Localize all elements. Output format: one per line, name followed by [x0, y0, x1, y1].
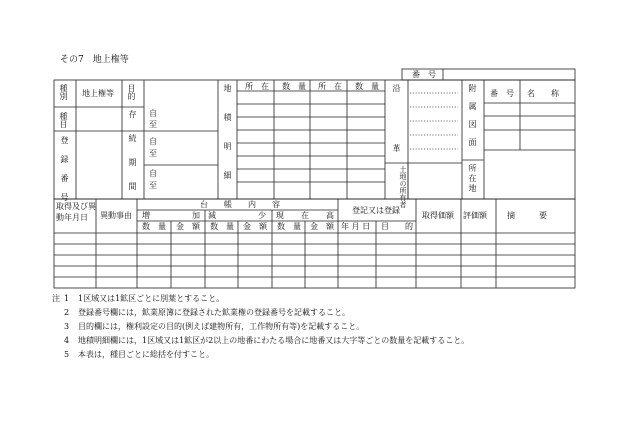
hyoka-gaku-label: 評価額 — [463, 211, 487, 220]
suryo-a: 数 量 — [142, 222, 166, 231]
chijoken-label: 地上権等 — [82, 89, 114, 98]
suryo-c: 数 量 — [277, 222, 301, 231]
meisho-label: 名 称 — [527, 89, 559, 98]
ka-label: 加 — [192, 211, 200, 220]
tekiyo-label: 摘 要 — [507, 211, 547, 220]
ido-jiyu-label: 異動事由 — [100, 211, 132, 220]
nengappi-label: 年 月 日 — [341, 222, 371, 231]
ji-3: 自 — [149, 169, 157, 178]
shutoku-label: 取得及び異動年月日 — [56, 202, 96, 222]
suryo-1: 数 量 — [282, 82, 306, 91]
toroku-bango-label: 登録番号 — [60, 136, 69, 212]
note-item: 3 目的欄には，権利設定の目的(例えば建物所有，工作物所有等)を記載すること。 — [64, 322, 365, 331]
kingaku-b: 金 額 — [243, 222, 267, 231]
itaru-1: 至 — [149, 120, 157, 129]
document-title: その7 地上権等 — [60, 55, 129, 65]
ji-1: 自 — [149, 109, 157, 118]
bango-label: 番 号 — [412, 70, 436, 79]
fuzoku-zumen-label: 附属図面 — [468, 84, 477, 156]
shozai-2: 所 在 — [318, 82, 342, 91]
suryo-2: 数 量 — [355, 82, 379, 91]
note-label: 注 — [52, 294, 60, 303]
note-item: 注 1 1区域又は1鉱区ごとに別葉とすること。 — [52, 292, 469, 306]
kingaku-a: 金 額 — [176, 222, 200, 231]
shumoku-label: 種目 — [59, 112, 68, 128]
zai-label: 在 — [301, 211, 309, 220]
enkaku-label: 沿革 — [392, 84, 401, 204]
gen-label: 減 — [208, 211, 216, 220]
note-item: 4 地積明細欄には，1区域又は1鉱区が2以上の地番にわたる場合に地番又は大字等ごとの数量を記載すること。 — [64, 336, 470, 345]
kiki-label: 登記又は登録 — [352, 206, 400, 215]
zo-label: 増 — [142, 211, 150, 220]
ji-2: 自 — [149, 137, 157, 146]
shutoku-kagaku-label: 取得価額 — [422, 211, 454, 220]
bango-2-label: 番 号 — [490, 89, 514, 98]
shubetsu-label: 種別 — [59, 84, 68, 100]
mokuteki-label: 目的 — [127, 84, 136, 100]
kiki-mokuteki-label: 目 的 — [381, 222, 413, 231]
daicho-naiyo-label: 台 帳 内 容 — [200, 200, 280, 209]
kingaku-c: 金 額 — [310, 222, 334, 231]
sonzoku-kikan-label: 存続期間 — [128, 110, 137, 206]
notes-section — [52, 292, 469, 362]
shozai-1: 所 在 — [245, 82, 269, 91]
gen2-label: 現 — [276, 211, 284, 220]
note-item: 5 本表は，種目ごとに総括を付すこと。 — [64, 350, 214, 359]
shozaichi-label: 所在地 — [468, 164, 477, 194]
chiseki-meisai-label: 地積明細 — [223, 84, 232, 200]
suryo-b: 数 量 — [210, 222, 234, 231]
itaru-2: 至 — [149, 149, 157, 158]
note-item: 2 登録番号欄には，鉱業原簿に登録された鉱業権の登録番号を記載すること。 — [64, 308, 350, 317]
tochi-shoyusha-label: 土地の所有者 — [399, 166, 407, 208]
ko-label: 高 — [326, 211, 334, 220]
sho-label: 少 — [258, 211, 266, 220]
itaru-3: 至 — [149, 181, 157, 190]
